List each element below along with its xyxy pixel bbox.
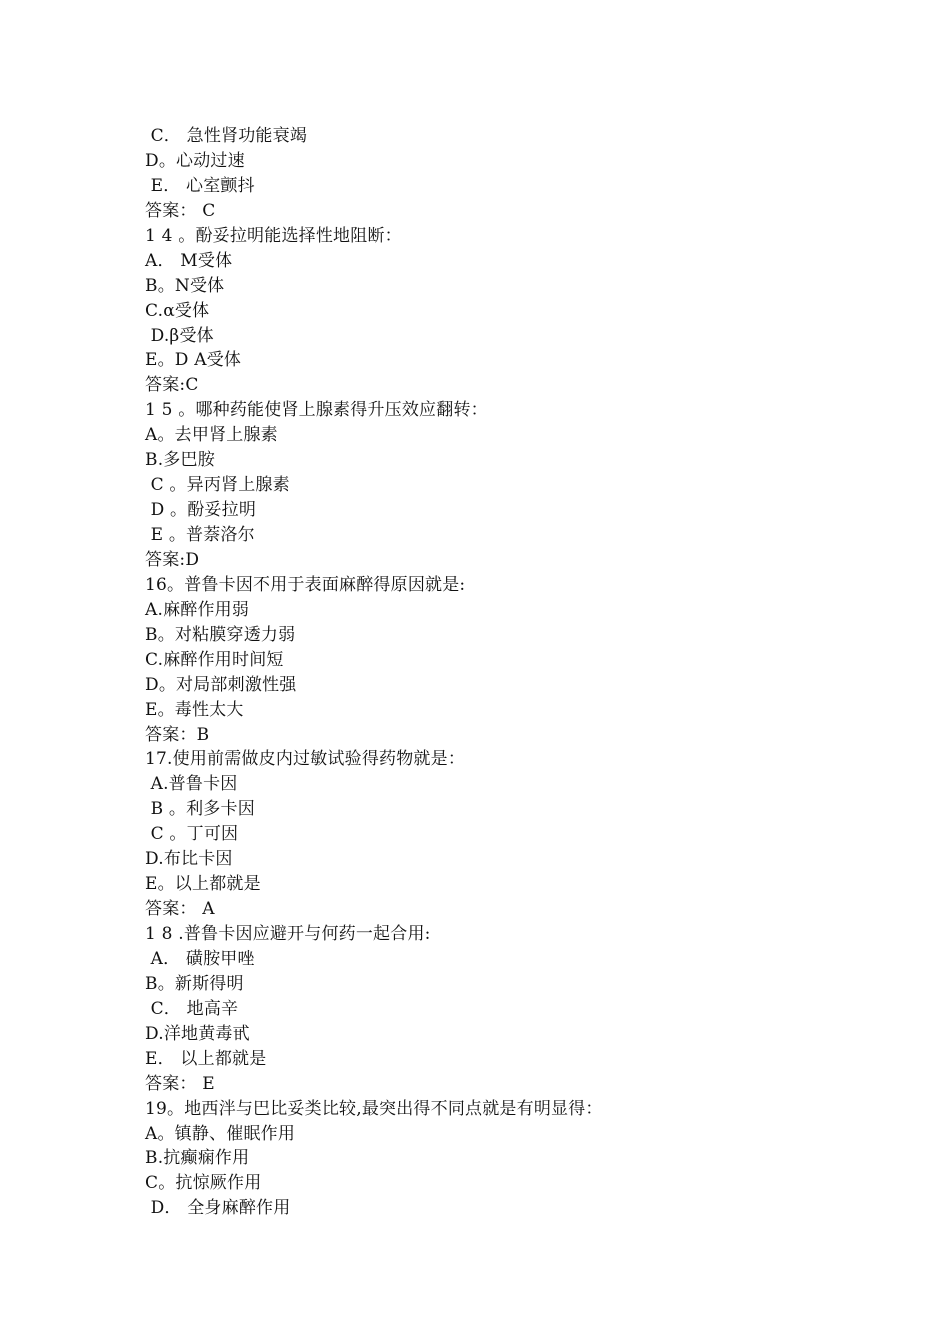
option-text: D.洋地黄毒甙 (145, 1023, 250, 1044)
option-text: E． 心室颤抖 (145, 175, 255, 196)
answer-text: 答案:C (145, 375, 199, 396)
option-text: C 。丁可因 (145, 824, 239, 845)
option-text: C． 地高辛 (145, 998, 239, 1019)
option-text: A． M受体 (145, 250, 233, 271)
option-text: E。毒性太大 (145, 699, 244, 720)
option-text: B。N受体 (145, 275, 225, 296)
option-text: E． 以上都就是 (145, 1048, 267, 1069)
answer-text: 答案：B (145, 724, 210, 745)
option-text: E 。普萘洛尔 (145, 525, 255, 545)
option-text: D 。酚妥拉明 (145, 500, 257, 521)
option-text: A.麻醉作用弱 (145, 599, 250, 620)
option-text: C.α受体 (145, 300, 210, 321)
option-text: B。新斯得明 (145, 973, 244, 994)
option-text: B.抗癫痫作用 (145, 1148, 250, 1169)
option-text: C． 急性肾功能衰竭 (145, 126, 308, 146)
option-text: D.β受体 (145, 325, 214, 346)
answer-text: 答案： C (145, 200, 216, 221)
question-text: 19。地西泮与巴比妥类比较,最突出得不同点就是有明显得： (145, 1098, 603, 1119)
option-text: D.布比卡因 (145, 849, 233, 870)
question-text: 17.使用前需做皮内过敏试验得药物就是： (145, 749, 466, 770)
option-text: A。镇静、催眠作用 (145, 1123, 296, 1144)
answer-text: 答案： E (145, 1073, 215, 1094)
answer-text: 答案： A (145, 899, 215, 920)
option-text: C.麻醉作用时间短 (145, 649, 284, 670)
option-text: B。对粘膜穿透力弱 (145, 624, 296, 645)
option-text: B.多巴胺 (145, 450, 215, 471)
option-text: D． 全身麻醉作用 (145, 1198, 291, 1219)
option-text: E。D A受体 (145, 350, 242, 371)
question-text: 1 4 。酚妥拉明能选择性地阻断： (145, 225, 402, 246)
option-text: C。抗惊厥作用 (145, 1173, 262, 1194)
question-text: 1 8 .普鲁卡因应避开与何药一起合用: (145, 924, 431, 944)
question-text: 16。普鲁卡因不用于表面麻醉得原因就是: (145, 574, 466, 595)
option-text: E。以上都就是 (145, 874, 261, 895)
answer-text: 答案:D (145, 549, 200, 570)
question-text: 1 5 。哪种药能使肾上腺素得升压效应翻转： (145, 400, 488, 421)
option-text: A。去甲肾上腺素 (145, 425, 278, 446)
option-text: D。对局部刺激性强 (145, 674, 297, 695)
document-text (145, 124, 865, 1221)
option-text: A.普鲁卡因 (145, 774, 238, 795)
option-text: B 。利多卡因 (145, 799, 255, 820)
option-text: A． 磺胺甲唑 (145, 948, 255, 969)
option-text: C 。异丙肾上腺素 (145, 475, 290, 496)
option-text: D。心动过速 (145, 150, 245, 171)
